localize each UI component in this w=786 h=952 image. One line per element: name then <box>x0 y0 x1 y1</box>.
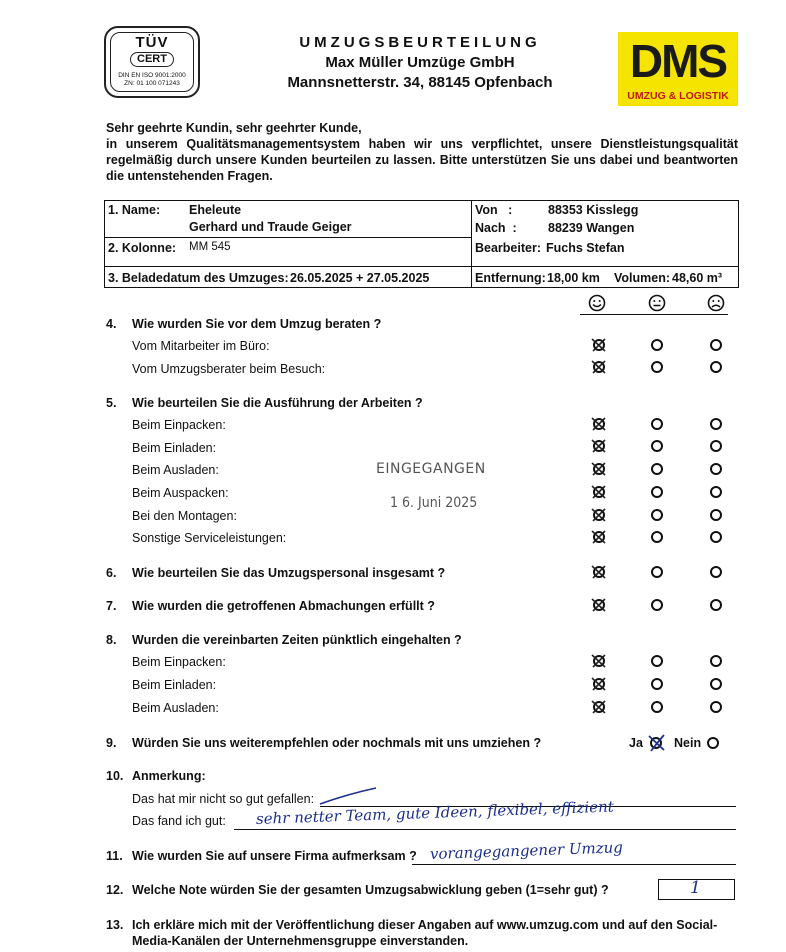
rating-option[interactable] <box>651 678 663 690</box>
rating-option[interactable] <box>651 701 663 713</box>
q9-no-checkbox[interactable] <box>707 737 719 749</box>
datum-value: 26.05.2025 + 27.05.2025 <box>290 271 430 285</box>
kolonne-label: 2. Kolonne: <box>108 241 177 255</box>
q5-number: 5. <box>106 396 117 410</box>
rating-option[interactable] <box>710 339 722 351</box>
q4-number: 4. <box>106 317 117 331</box>
rating-option[interactable] <box>651 463 663 475</box>
tuv-brand: TÜV <box>135 34 169 51</box>
cross-mark-icon <box>647 733 667 753</box>
entfernung-label: Entfernung: <box>475 271 546 285</box>
smiley-sad-icon <box>707 294 725 312</box>
datum-label: 3. Beladedatum des Umzuges: <box>108 271 289 285</box>
nach-label: Nach : <box>475 221 517 235</box>
q11-answer-field[interactable] <box>412 864 736 865</box>
dms-logo <box>618 32 738 106</box>
bearbeiter-value: Fuchs Stefan <box>546 241 625 255</box>
cross-mark-icon <box>589 595 609 615</box>
rating-option[interactable] <box>651 655 663 667</box>
q9-text: Würden Sie uns weiterempfehlen oder nochmals mit uns umziehen ? <box>132 736 542 750</box>
rating-option[interactable] <box>651 361 663 373</box>
cross-mark-icon <box>589 436 609 456</box>
rating-option[interactable] <box>710 509 722 521</box>
rating-option[interactable] <box>651 509 663 521</box>
q12-text: Welche Note würden Sie der gesamten Umzugsabwicklung geben (1=sehr gut) ? <box>132 883 609 897</box>
q5-item: Beim Einpacken: <box>132 418 226 432</box>
q9-no-label: Nein <box>674 736 702 750</box>
rating-option[interactable] <box>710 678 722 690</box>
rating-option[interactable] <box>710 655 722 667</box>
received-stamp-label: EINGEGANGEN <box>376 461 486 477</box>
smiley-happy-icon <box>588 294 606 312</box>
q6-text: Wie beurteilen Sie das Umzugspersonal insgesamt ? <box>132 566 446 580</box>
rating-option[interactable] <box>651 531 663 543</box>
company-address: Mannsnetterstr. 34, 88145 Opfenbach <box>287 74 553 91</box>
volumen-label: Volumen: <box>614 271 671 285</box>
rating-header-underline <box>580 314 728 315</box>
q5-item: Beim Auspacken: <box>132 486 229 500</box>
rating-option[interactable] <box>710 486 722 498</box>
name-line1: Eheleute <box>189 203 242 217</box>
cross-mark-icon <box>589 482 609 502</box>
q4-text: Wie wurden Sie vor dem Umzug beraten ? <box>132 317 382 331</box>
rating-option[interactable] <box>651 566 663 578</box>
q10-text: Anmerkung: <box>132 769 206 783</box>
q13-text-continued: Media-Kanälen der Unternehmensgruppe einverstanden. <box>132 934 469 948</box>
q11-number: 11. <box>106 849 123 863</box>
q9-number: 9. <box>106 736 117 750</box>
rating-option[interactable] <box>651 418 663 430</box>
cross-mark-icon <box>589 697 609 717</box>
greeting: Sehr geehrte Kundin, sehr geehrter Kunde, <box>106 121 362 135</box>
nach-value: 88239 Wangen <box>548 221 635 235</box>
cross-mark-icon <box>589 414 609 434</box>
name-line2: Gerhard und Traude Geiger <box>189 220 352 234</box>
q9-yes-label: Ja <box>629 736 643 750</box>
von-value: 88353 Kisslegg <box>548 203 639 217</box>
smiley-neutral-icon <box>648 294 666 312</box>
q4-item: Vom Umzugsberater beim Besuch: <box>132 362 326 376</box>
cross-mark-icon <box>589 357 609 377</box>
q5-item: Bei den Montagen: <box>132 509 237 523</box>
rating-option[interactable] <box>651 486 663 498</box>
cross-mark-icon <box>589 505 609 525</box>
company-name: Max Müller Umzüge GmbH <box>325 54 515 71</box>
q5-item: Beim Ausladen: <box>132 463 219 477</box>
von-label: Von : <box>475 203 513 217</box>
document-title: UMZUGSBEURTEILUNG <box>299 34 541 51</box>
q5-item: Beim Einladen: <box>132 441 217 455</box>
tuv-cert-details <box>106 72 198 87</box>
cross-mark-icon <box>589 674 609 694</box>
q7-text: Wie wurden die getroffenen Abmachungen erfüllt ? <box>132 599 435 613</box>
received-stamp-date: 1 6. Juni 2025 <box>390 495 478 511</box>
q10-positive-label: Das fand ich gut: <box>132 814 226 828</box>
q6-number: 6. <box>106 566 117 580</box>
q8-item: Beim Einpacken: <box>132 655 226 669</box>
q4-item: Vom Mitarbeiter im Büro: <box>132 339 270 353</box>
rating-option[interactable] <box>710 701 722 713</box>
name-label: 1. Name: <box>108 203 161 217</box>
rating-option[interactable] <box>651 339 663 351</box>
rating-option[interactable] <box>710 463 722 475</box>
q10-number: 10. <box>106 769 124 783</box>
document-header <box>250 34 590 91</box>
q7-number: 7. <box>106 599 117 613</box>
rating-option[interactable] <box>651 440 663 452</box>
tuv-cert-logo <box>104 26 200 98</box>
entfernung-value: 18,00 km <box>547 271 600 285</box>
volumen-value: 48,60 m³ <box>672 271 723 285</box>
q8-item: Beim Ausladen: <box>132 701 219 715</box>
rating-option[interactable] <box>710 531 722 543</box>
rating-option[interactable] <box>651 599 663 611</box>
q5-item: Sonstige Serviceleistungen: <box>132 531 287 545</box>
tuv-cert-line2: ZN: 01 100 071243 <box>124 79 180 87</box>
cross-mark-icon <box>589 335 609 355</box>
cross-mark-icon <box>589 459 609 479</box>
q11-answer: vorangegangener Umzug <box>429 838 624 863</box>
q8-text: Wurden die vereinbarten Zeiten pünktlich eingehalten ? <box>132 633 462 647</box>
dms-logo-name: DMS <box>629 35 727 87</box>
dms-logo-tagline: UMZUG & LOGISTIK <box>627 90 729 102</box>
q5-text: Wie beurteilen Sie die Ausführung der Arbeiten ? <box>132 396 423 410</box>
intro-body: in unserem Qualitätsmanagementsystem haben wir uns verpflichtet, unsere Dienstleistungsqualität regelmäßig durch unsere Kunden beurteilen zu lassen. Bitte unterstützen Sie uns dabei und beantworten die untenstehenden Fragen. <box>106 137 738 183</box>
tuv-cert-label: CERT <box>130 52 174 67</box>
rating-option[interactable] <box>710 418 722 430</box>
cross-mark-icon <box>589 651 609 671</box>
rating-option[interactable] <box>710 566 722 578</box>
intro-text <box>106 120 738 184</box>
kolonne-value: MM 545 <box>189 241 231 253</box>
q10-negative-label: Das hat mir nicht so gut gefallen: <box>132 792 315 806</box>
bearbeiter-label: Bearbeiter: <box>475 241 541 255</box>
divider <box>104 266 739 267</box>
divider <box>104 237 472 238</box>
q10-positive-field[interactable] <box>234 829 736 830</box>
q11-text: Wie wurden Sie auf unsere Firma aufmerksam ? <box>132 849 417 863</box>
tuv-cert-line1: DIN EN ISO 9001:2000 <box>118 72 186 79</box>
q8-number: 8. <box>106 633 117 647</box>
rating-option[interactable] <box>710 361 722 373</box>
q13-number: 13. <box>106 918 124 932</box>
cross-mark-icon <box>589 527 609 547</box>
q12-number: 12. <box>106 883 124 897</box>
pen-stroke-icon <box>318 786 382 808</box>
rating-option[interactable] <box>710 440 722 452</box>
cross-mark-icon <box>589 562 609 582</box>
rating-option[interactable] <box>710 599 722 611</box>
q13-text: Ich erkläre mich mit der Veröffentlichung dieser Angaben auf www.umzug.com und auf den Social- <box>132 918 718 932</box>
q12-grade-answer: 1 <box>690 878 701 898</box>
q10-positive-answer: sehr netter Team, gute Ideen, flexibel, effizient <box>255 797 615 828</box>
q8-item: Beim Einladen: <box>132 678 217 692</box>
